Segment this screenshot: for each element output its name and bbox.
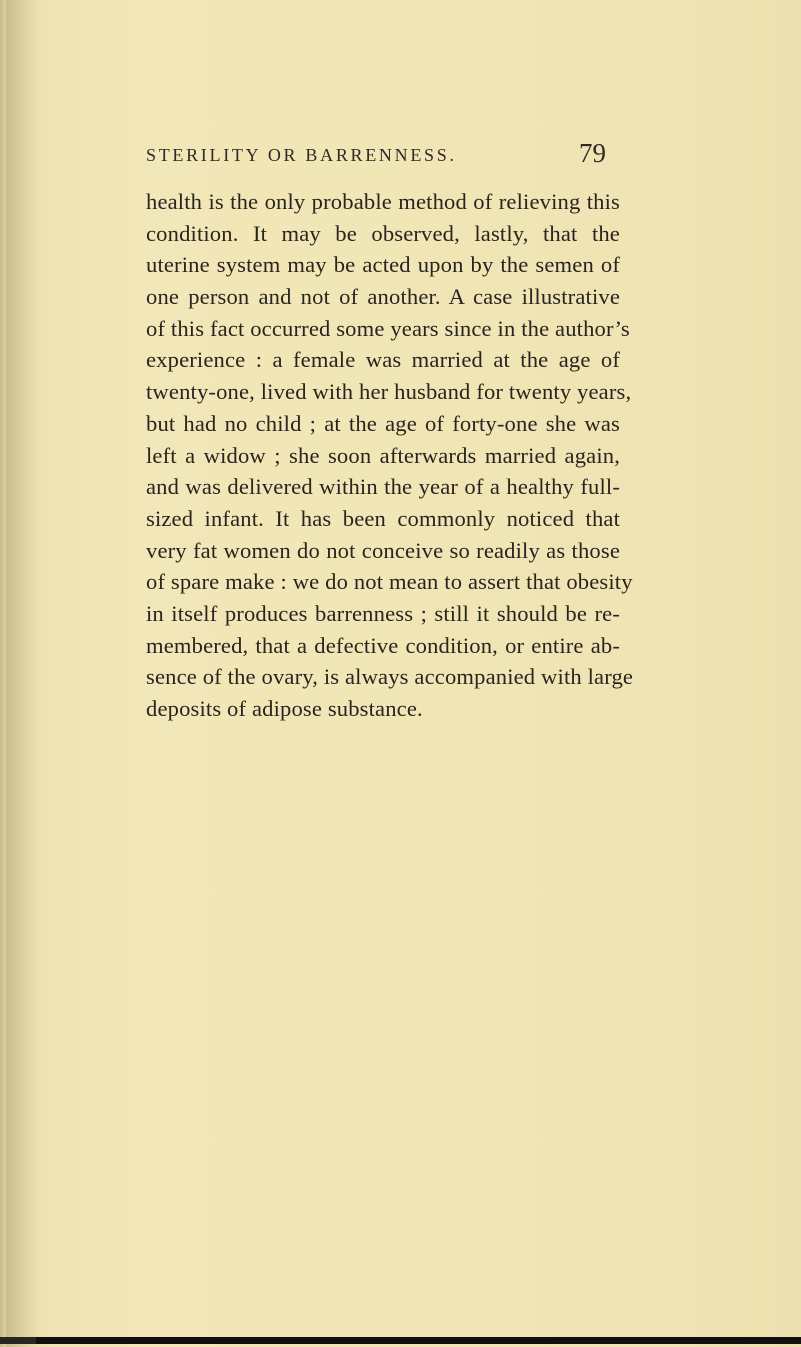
text-line: and was delivered within the year of a healthy full- [146, 474, 620, 500]
text-line: one person and not of another. A case illustrative [146, 284, 620, 310]
running-title: STERILITY OR BARRENNESS. [146, 145, 457, 165]
text-line: but had no child ; at the age of forty-one she was [146, 410, 620, 436]
body-text [146, 186, 634, 725]
text-line: in itself produces barrenness ; still it should be re- [146, 600, 620, 626]
text-line: uterine system may be acted upon by the semen of [146, 252, 620, 278]
text-line: left a widow ; she soon afterwards married again, [146, 442, 620, 468]
bottom-scan-edge [0, 1337, 801, 1344]
text-line: twenty-one, lived with her husband for twenty years, [146, 379, 632, 405]
text-line: condition. It may be observed, lastly, that the [146, 220, 620, 246]
page-number: 79 [579, 138, 606, 168]
text-line: of spare make : we do not mean to assert that obesity [146, 569, 633, 595]
running-head [146, 138, 606, 172]
text-line: membered, that a defective condition, or entire ab- [146, 632, 620, 658]
text-line: very fat women do not conceive so readily as those [146, 537, 620, 563]
text-line: of this fact occurred some years since in the author’s [146, 315, 630, 341]
page-binding-shadow [6, 0, 38, 1347]
text-line: experience : a female was married at the age of [146, 347, 620, 373]
text-line: sized infant. It has been commonly noticed that [146, 505, 620, 531]
text-line-last: deposits of adipose substance. [146, 696, 423, 721]
text-line: health is the only probable method of relieving this [146, 189, 620, 214]
text-line: sence of the ovary, is always accompanied with large [146, 664, 634, 690]
